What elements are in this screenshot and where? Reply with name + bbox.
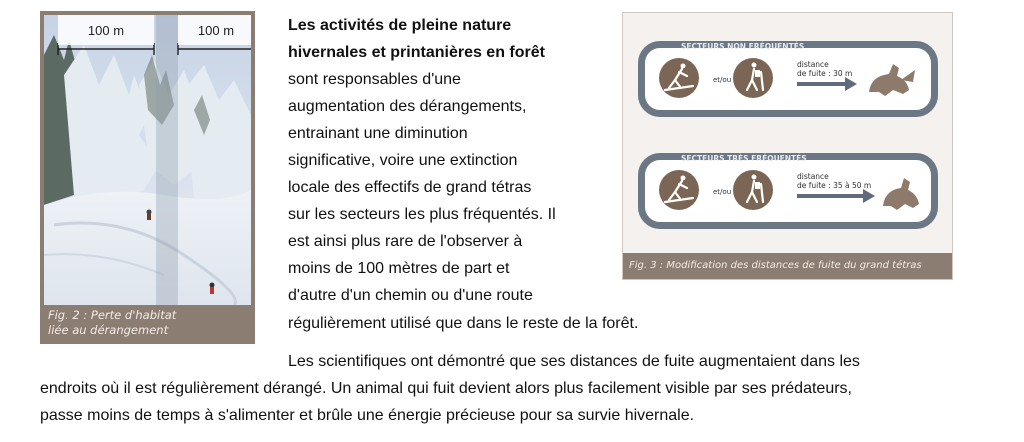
intro-paragraph (288, 12, 598, 309)
intro-line: est ainsi plus rare de l'observer à (288, 233, 523, 250)
intro-line: significative, voire une extinction (288, 152, 518, 169)
grouse-icon (883, 178, 919, 210)
sector-2-et-ou: et/ou (713, 188, 732, 196)
intro-line: sur les secteurs les plus fréquentés. Il (288, 206, 556, 223)
intro-line: locale des effectifs de grand tétras (288, 179, 532, 196)
intro-line: sont responsables d'une (288, 71, 461, 88)
intro-bold-line-2: hivernales et printanières en forêt (288, 44, 545, 61)
sector-1-et-ou: et/ou (713, 76, 732, 84)
intro-line: augmentation des dérangements, (288, 98, 527, 115)
skier-icon (659, 58, 699, 98)
intro-line: entrainant une diminution (288, 125, 468, 142)
skier-icon (659, 170, 699, 210)
dimension-label-left: 100 m (87, 23, 125, 38)
arrow-icon (797, 189, 875, 203)
sector-2-title: SECTEURS TRÈS FRÉQUENTÉS (681, 154, 807, 163)
sector-2-icons (657, 168, 927, 218)
sector-1-icons (657, 56, 927, 106)
grouse-icon (869, 64, 915, 96)
sector-2-distance: distance de fuite : 35 à 50 m (797, 172, 872, 190)
paragraph-2-line-2: endroits où il est régulièrement dérangé. Un animal qui fuit devient alors plus facilement visible par ses prédateurs, (40, 380, 852, 397)
intro-line: d'autre d'un chemin ou d'une route (288, 287, 533, 304)
paragraph-2-line-1: Les scientifiques ont démontré que ses distances de fuite augmentaient dans les (288, 353, 860, 370)
second-paragraph (40, 348, 1000, 429)
intro-line: moins de 100 mètres de part et (288, 260, 510, 277)
sector-tres-frequentes (638, 153, 938, 229)
sector-1-title: SECTEURS NON FRÉQUENTÉS (681, 42, 805, 51)
dimension-label-right: 100 m (197, 23, 235, 38)
intro-bold-line-1: Les activités de pleine nature (288, 17, 512, 34)
figure-2-caption: Fig. 2 : Perte d'habitat liée au dérangement (48, 308, 177, 337)
intro-last-line: régulièrement utilisé que dans le reste de la forêt. (288, 315, 639, 332)
figure-2 (40, 11, 255, 344)
sector-non-frequentes (638, 41, 938, 117)
figure-3 (622, 12, 953, 280)
paragraph-2-line-3: passe moins de temps à s'alimenter et brûle une énergie précieuse pour sa survie hivernale. (40, 407, 695, 424)
arrow-icon (797, 77, 857, 91)
figure-3-caption: Fig. 3 : Modification des distances de fuite du grand tétras (623, 253, 952, 279)
sector-1-distance: distance de fuite : 30 m (797, 60, 853, 78)
snow-forest-photo (44, 15, 251, 305)
